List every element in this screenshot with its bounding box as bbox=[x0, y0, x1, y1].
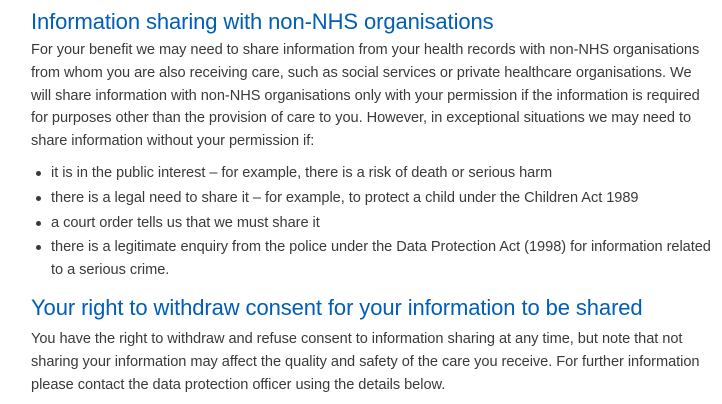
list-item: there is a legal need to share it – for example, to protect a child under the Children Act 1989 bbox=[31, 187, 715, 210]
main-content bbox=[31, 0, 715, 396]
exceptions-list bbox=[31, 162, 715, 282]
section-paragraph-withdraw-consent: You have the right to withdraw and refuse consent to information sharing at any time, but note that not sharing your information may affect the quality and safety of the care you receive. For further information please contact the data protection officer using the details below. bbox=[31, 330, 700, 393]
list-item: a court order tells us that we must share it bbox=[31, 212, 715, 235]
section-paragraph-info-sharing: For your benefit we may need to share information from your health records with non-NHS organisations from whom you are also receiving care, such as social services or private healthcare organisations. We will share information with non-NHS organisations only with your permission if the information is required for purposes other than the provision of care to you. However, in exceptional situations we may need to share information without your permission if: bbox=[31, 42, 700, 150]
section-heading-withdraw-consent: Your right to withdraw consent for your information to be shared bbox=[31, 294, 643, 320]
list-item: there is a legitimate enquiry from the police under the Data Protection Act (1998) for information related to a serious crime. bbox=[31, 236, 715, 282]
list-item: it is in the public interest – for example, there is a risk of death or serious harm bbox=[31, 162, 715, 185]
section-heading-info-sharing: Information sharing with non-NHS organisations bbox=[31, 9, 494, 34]
